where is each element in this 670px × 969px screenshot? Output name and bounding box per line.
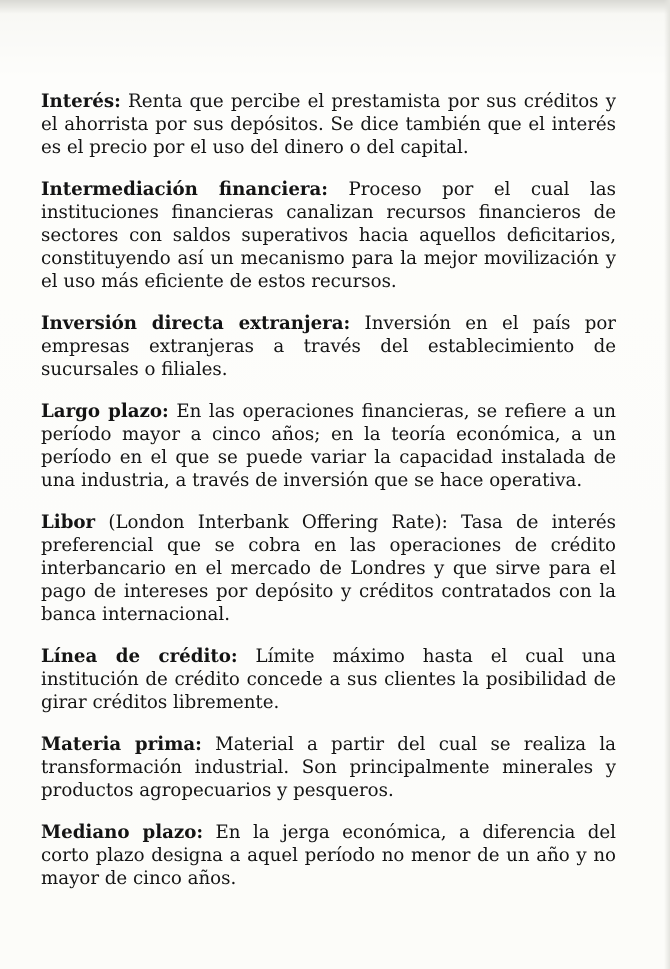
glossary-entry-libor [41,511,616,626]
glossary-entry-inversion-directa-extranjera [41,312,616,381]
entry-term: Interés: [41,91,121,112]
entry-term: Materia prima: [41,734,202,755]
entry-definition: En las operaciones financieras, se refiere a un período mayor a cinco años; en la teoría económica, a un período en el que se puede variar la capacidad instalada de una industria, a través de inversión que se hace operativa. [41,401,616,491]
entry-definition: Límite máximo hasta el cual una institución de crédito concede a sus clientes la posibilidad de girar créditos libremente. [41,646,616,713]
entry-term: Libor [41,512,96,533]
glossary-entry-interes [41,90,616,159]
entry-definition: En la jerga económica, a diferencia del corto plazo designa a aquel período no menor de un año y no mayor de cinco años. [41,822,616,889]
entry-term: Intermediación financiera: [41,179,328,200]
entry-definition: (London Interbank Offering Rate): Tasa de interés preferencial que se cobra en las operaciones de crédito interbancario en el mercado de Londres y que sirve para el pago de intereses por depósito y créditos contratados con la banca internacional. [41,512,616,625]
page-right-edge [664,0,670,969]
page-top-shadow [0,0,670,14]
entry-term: Mediano plazo: [41,822,204,843]
entry-definition: Proceso por el cual las instituciones financieras canalizan recursos financieros de sectores con saldos superativos hacia aquellos deficitarios, constituyendo así un mecanismo para la mejor movilización y el uso más eficiente de estos recursos. [41,179,616,292]
entry-term: Largo plazo: [41,401,169,422]
glossary-entry-largo-plazo [41,400,616,492]
entry-term: Línea de crédito: [41,646,238,667]
glossary-text [41,90,616,909]
glossary-entry-intermediacion-financiera [41,178,616,293]
glossary-entry-materia-prima [41,733,616,802]
entry-definition: Renta que percibe el prestamista por sus créditos y el ahorrista por sus depósitos. Se dice también que el interés es el precio por el uso del dinero o del capital. [41,91,616,158]
entry-definition: Material a partir del cual se realiza la transformación industrial. Son principalmente minerales y productos agropecuarios y pesqueros. [41,734,616,801]
glossary-entry-linea-de-credito [41,645,616,714]
entry-definition: Inversión en el país por empresas extranjeras a través del establecimiento de sucursales o filiales. [41,313,616,380]
glossary-entry-mediano-plazo [41,821,616,890]
entry-term: Inversión directa extranjera: [41,313,351,334]
